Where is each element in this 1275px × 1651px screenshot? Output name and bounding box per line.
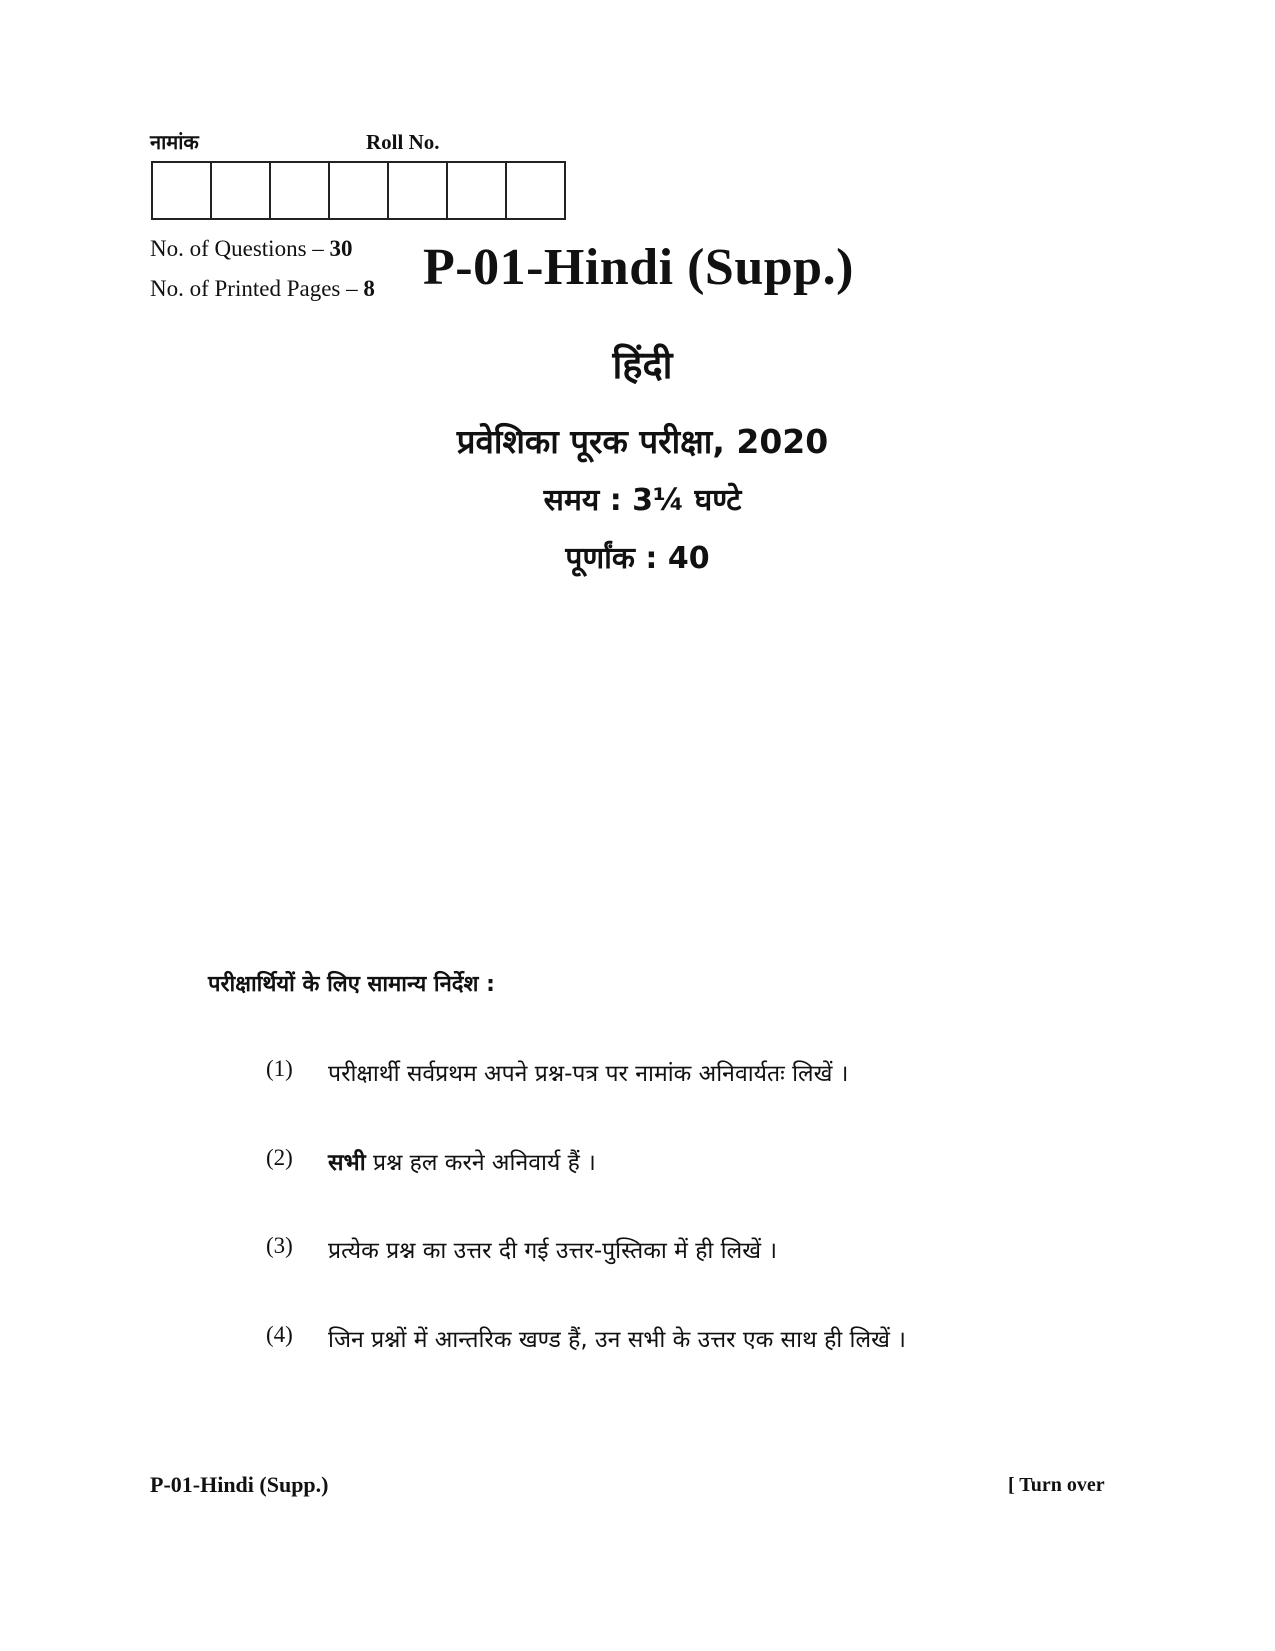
instruction-number: (3)	[266, 1233, 293, 1258]
instruction-text: प्रत्येक प्रश्न का उत्तर दी गई उत्तर-पुस्तिका में ही लिखें ।	[328, 1238, 778, 1264]
number-of-questions	[150, 236, 353, 262]
roll-number-box[interactable]	[153, 161, 212, 220]
roll-number-box[interactable]	[448, 161, 507, 220]
instruction-number: (1)	[266, 1056, 293, 1081]
questions-value: 30	[329, 236, 353, 261]
exam-duration: समय : 3¼ घण्टे	[543, 483, 742, 518]
exam-name: प्रवेशिका पूरक परीक्षा, 2020	[456, 422, 829, 461]
instruction-item	[266, 1322, 906, 1354]
turn-over-note: [ Turn over	[1008, 1474, 1105, 1496]
instruction-number: (4)	[266, 1322, 293, 1347]
maximum-marks: पूर्णांक : 40	[565, 541, 710, 576]
roll-number-box[interactable]	[507, 161, 566, 220]
instruction-text: जिन प्रश्नों में आन्तरिक खण्ड हैं, उन सभी के उत्तर एक साथ ही लिखें ।	[328, 1327, 906, 1353]
roll-number-box[interactable]	[212, 161, 271, 220]
instruction-emphasis: सभी	[328, 1150, 366, 1176]
roll-number-label-hindi: नामांक	[150, 130, 199, 154]
roll-number-box[interactable]	[330, 161, 389, 220]
subject-title: हिंदी	[612, 343, 673, 387]
roll-number-box[interactable]	[389, 161, 448, 220]
instructions-heading: परीक्षार्थियों के लिए सामान्य निर्देश :	[208, 972, 495, 997]
instruction-number: (2)	[266, 1145, 293, 1170]
paper-code: P-01-Hindi (Supp.)	[423, 239, 854, 296]
instruction-text: प्रश्न हल करने अनिवार्य हैं ।	[365, 1150, 596, 1176]
questions-label: No. of Questions –	[150, 236, 330, 261]
instruction-item	[266, 1233, 777, 1265]
footer-paper-code: P-01-Hindi (Supp.)	[150, 1472, 329, 1497]
instruction-text: परीक्षार्थी सर्वप्रथम अपने प्रश्न-पत्र पर नामांक अनिवार्यतः लिखें ।	[328, 1061, 849, 1087]
roll-number-box[interactable]	[271, 161, 330, 220]
instruction-item	[266, 1145, 596, 1177]
pages-label: No. of Printed Pages –	[150, 276, 364, 301]
roll-number-label: Roll No.	[366, 130, 440, 154]
pages-value: 8	[363, 276, 375, 301]
instruction-item	[266, 1056, 849, 1088]
number-of-printed-pages	[150, 276, 375, 302]
roll-number-boxes	[151, 161, 566, 220]
